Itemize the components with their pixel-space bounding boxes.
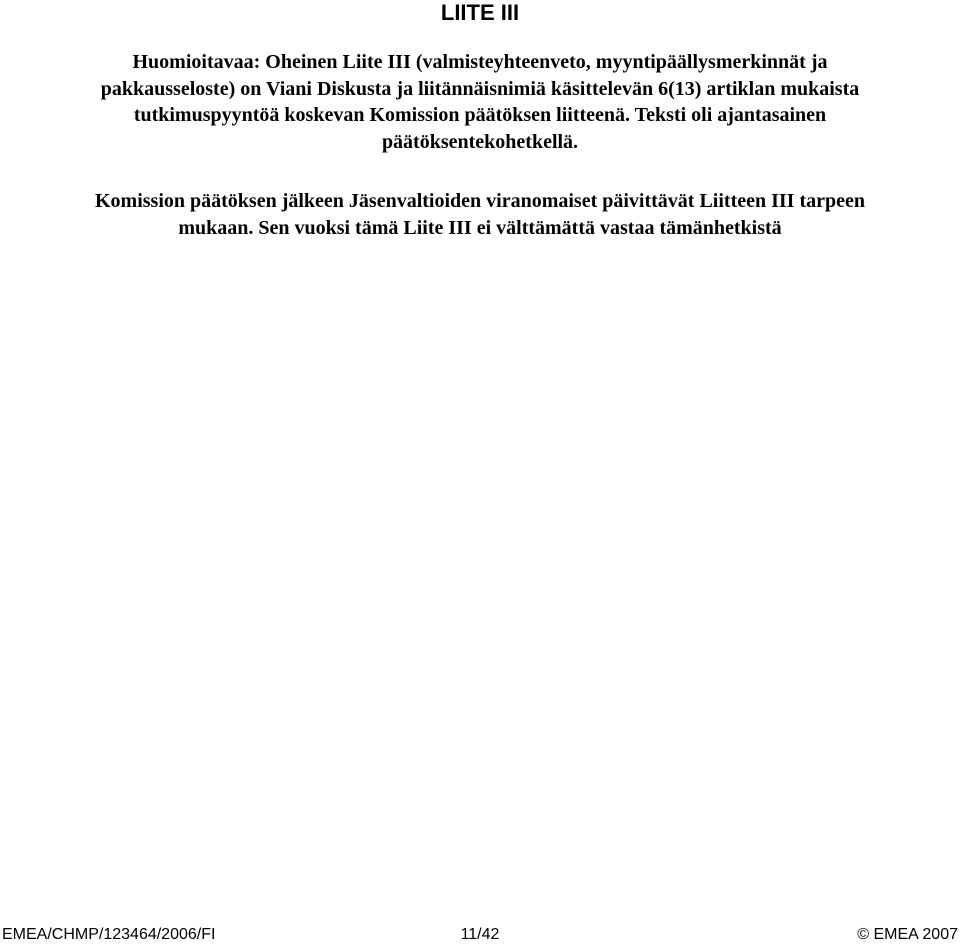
notice-paragraph <box>40 49 920 155</box>
update-line: mukaan. Sen vuoksi tämä Liite III ei välttämättä vastaa tämänhetkistä <box>178 216 782 239</box>
notice-line: päätöksentekohetkellä. <box>381 130 579 153</box>
page-number: 11/42 <box>460 926 500 943</box>
notice-line: tutkimuspyyntöä koskevan Komission päätöksen liitteenä. Teksti oli ajantasainen <box>133 104 827 126</box>
document-reference: EMEA/CHMP/123464/2006/FI <box>2 926 216 943</box>
copyright-notice: © EMEA 2007 <box>857 926 958 943</box>
update-paragraph <box>40 188 920 241</box>
notice-line: pakkausseloste) on Viani Diskusta ja liitännäisnimiä käsittelevän 6(13) artiklan mukaista <box>100 77 860 100</box>
notice-line: Huomioitavaa: Oheinen Liite III (valmisteyhteenveto, myyntipäällysmerkinnät ja <box>132 51 828 73</box>
update-line: Komission päätöksen jälkeen Jäsenvaltioiden viranomaiset päivittävät Liitteen III tarpeen <box>94 190 865 212</box>
page-title: LIITE III <box>440 0 520 25</box>
page-footer <box>0 926 960 944</box>
